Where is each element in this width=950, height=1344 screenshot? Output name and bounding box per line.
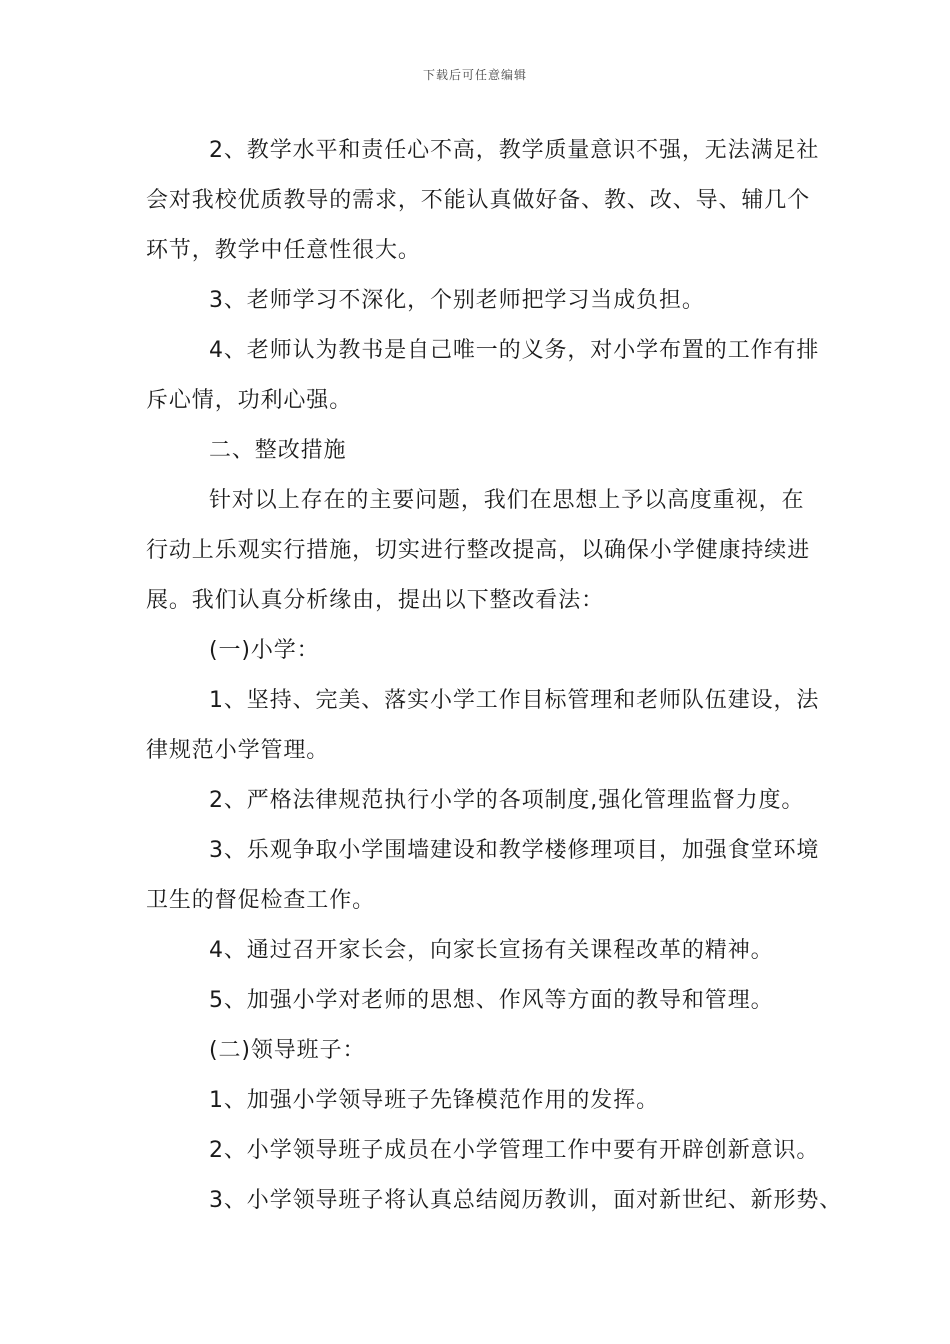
paragraph-line: 展。我们认真分析缘由，提出以下整改看法： (146, 588, 605, 613)
paragraph-line: 1、坚持、完美、落实小学工作目标管理和老师队伍建设，法 (209, 688, 820, 713)
paragraph-line: 2、小学领导班子成员在小学管理工作中要有开辟创新意识。 (209, 1138, 820, 1163)
paragraph-line: 卫生的督促检查工作。 (146, 888, 376, 913)
subsection-heading: (一)小学： (209, 638, 320, 663)
subsection-heading: (二)领导班子： (209, 1038, 366, 1063)
page-header: 下载后可任意编辑 (422, 68, 527, 82)
paragraph-line: 2、严格法律规范执行小学的各项制度,强化管理监督力度。 (209, 788, 805, 813)
paragraph-line: 3、老师学习不深化，个别老师把学习当成负担。 (209, 288, 705, 313)
paragraph-line: 3、小学领导班子将认真总结阅历教训，面对新世纪、新形势、 (209, 1188, 843, 1213)
paragraph-line: 2、教学水平和责任心不高，教学质量意识不强，无法满足社 (209, 138, 820, 163)
paragraph-line: 环节，教学中任意性很大。 (146, 238, 421, 263)
paragraph-line: 1、加强小学领导班子先锋模范作用的发挥。 (209, 1088, 659, 1113)
paragraph-line: 4、通过召开家长会，向家长宣扬有关课程改革的精神。 (209, 938, 774, 963)
paragraph-line: 会对我校优质教导的需求，不能认真做好备、教、改、导、辅几个 (146, 188, 811, 213)
paragraph-line: 3、乐观争取小学围墙建设和教学楼修理项目，加强食堂环境 (209, 838, 820, 863)
document-body (146, 126, 843, 1226)
paragraph-line: 4、老师认为教书是自己唯一的义务，对小学布置的工作有排 (209, 338, 820, 363)
paragraph-line: 斥心情，功利心强。 (146, 388, 353, 413)
section-heading: 二、整改措施 (209, 438, 347, 463)
paragraph-line: 5、加强小学对老师的思想、作风等方面的教导和管理。 (209, 988, 774, 1013)
paragraph-line: 律规范小学管理。 (146, 738, 330, 763)
paragraph-line: 针对以上存在的主要问题，我们在思想上予以高度重视，在 (209, 488, 805, 513)
paragraph-line: 行动上乐观实行措施，切实进行整改提高，以确保小学健康持续进 (146, 538, 811, 563)
